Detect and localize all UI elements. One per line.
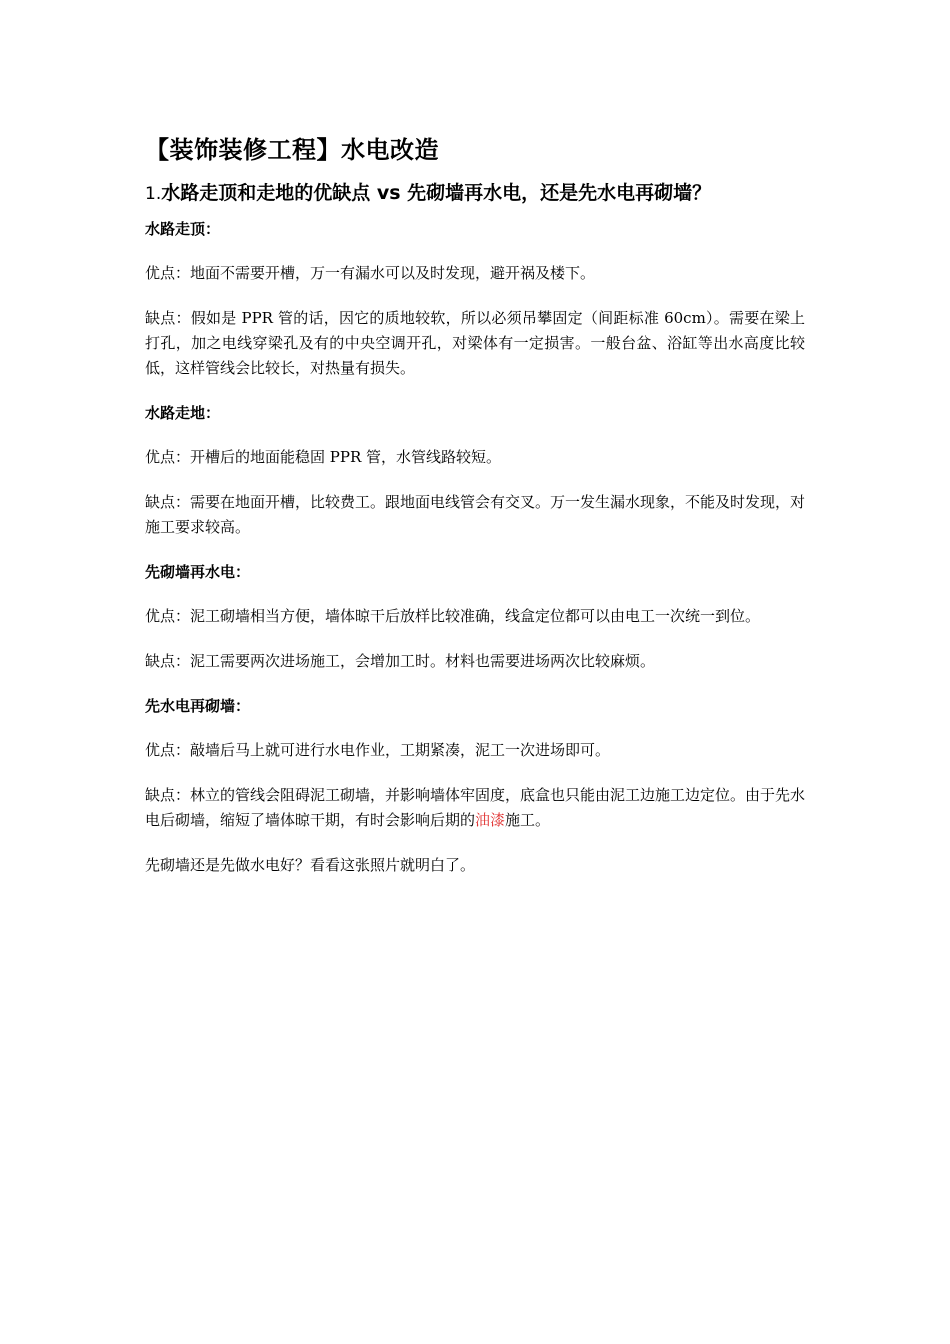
- document-page: [145, 130, 805, 898]
- pros-paragraph: 优点：地面不需要开槽，万一有漏水可以及时发现，避开祸及楼下。: [145, 264, 596, 282]
- pros-paragraph: 优点：开槽后的地面能稳固 PPR 管，水管线路较短。: [145, 448, 502, 466]
- pros-paragraph: 优点：敲墙后马上就可进行水电作业，工期紧凑，泥工一次进场即可。: [145, 741, 611, 759]
- pros-paragraph: 优点：泥工砌墙相当方便，墙体晾干后放样比较准确，线盒定位都可以由电工一次统一到位。: [145, 607, 761, 625]
- subheading-floor-water: 水路走地：: [145, 404, 221, 422]
- section-heading-text: 水路走顶和走地的优缺点 vs 先砌墙再水电，还是先水电再砌墙？: [161, 182, 712, 204]
- cons-paragraph: 缺点：假如是 PPR 管的话，因它的质地较软，所以必须吊攀固定（间距标准 60cm）。需要在梁上打孔，加之电线穿梁孔及有的中央空调开孔，对梁体有一定损害。一般台盆、浴缸等出水高度比较低，这样管线会比较长，对热量有损失。: [145, 309, 805, 377]
- closing-paragraph: 先砌墙还是先做水电好？看看这张照片就明白了。: [145, 856, 476, 874]
- subheading-roof-water: 水路走顶：: [145, 220, 221, 238]
- subheading-wall-first: 先砌墙再水电：: [145, 563, 251, 581]
- document-title: 【装饰装修工程】水电改造: [145, 136, 439, 164]
- cons-paragraph: 缺点：需要在地面开槽，比较费工。跟地面电线管会有交叉。万一发生漏水现象，不能及时发现，对施工要求较高。: [145, 493, 806, 536]
- cons-text-before: 缺点：林立的管线会阻碍泥工砌墙，并影响墙体牢固度，底盒也只能由泥工边施工边定位。由于先水电后砌墙，缩短了墙体晾干期，有时会影响后期的: [145, 786, 806, 829]
- section-heading: [145, 180, 805, 207]
- section-number: 1.: [145, 184, 162, 204]
- cons-paragraph: [145, 783, 805, 833]
- highlighted-term-paint: 油漆: [475, 811, 506, 829]
- subheading-plumbing-first: 先水电再砌墙：: [145, 697, 251, 715]
- cons-paragraph: 缺点：泥工需要两次进场施工，会增加工时。材料也需要进场两次比较麻烦。: [145, 652, 656, 670]
- cons-text-after: 施工。: [505, 811, 551, 829]
